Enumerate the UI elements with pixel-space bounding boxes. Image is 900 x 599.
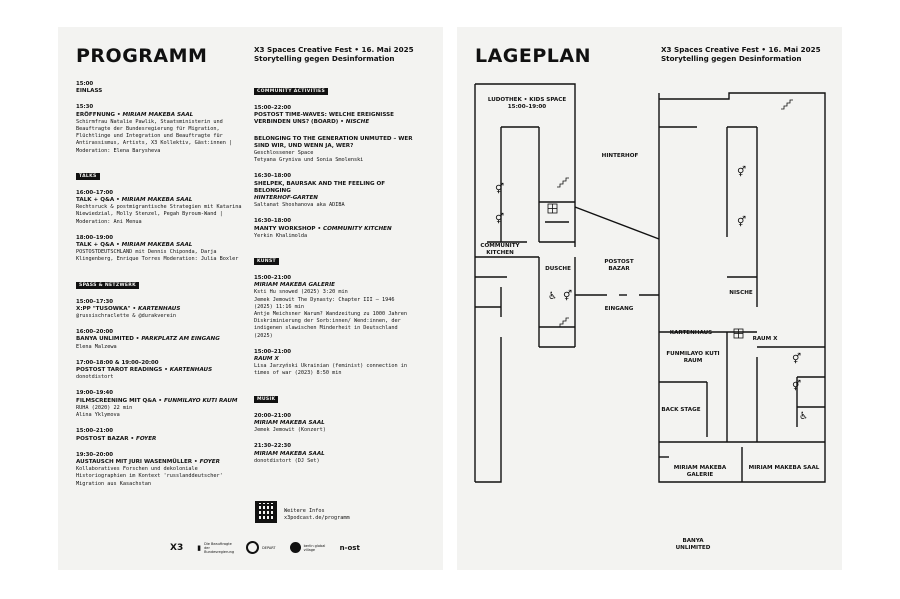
more-info: Weitere Infos x3podcast.de/programm [284, 508, 350, 521]
room-community-kitchen: COMMUNITY KITCHEN [480, 243, 520, 256]
event-item: 15:00–17:30 X:PP "TUSOWKA" • KARTENHAUS @russischraclette & @durakverein [76, 298, 181, 320]
room-backstage: BACK STAGE [661, 407, 701, 413]
event-item: 21:30–22:30 MIRIAM MAKEBA SAAL donotdistort (DJ Set) [254, 443, 325, 464]
event-item: BELONGING TO THE GENERATION UNMUTED – WER SIND WIR, UND WENN JA, WER? Geschlossener Space Tetyana Gryniva und Sonia Smolenski [254, 135, 413, 164]
logo-depart: DEPART [246, 541, 276, 554]
logo-n-ost: n-ost [339, 543, 360, 552]
toilet-icon: ⚥ [563, 291, 573, 302]
event-item: 16:30–18:00 SHELPEK, BAURSAK AND THE FEELING OF BELONGING HINTERHOF-GARTEN Saltanat Shoshanova aka ADIBA [254, 173, 386, 209]
entrance-label: EINGANG [604, 306, 634, 312]
event-item: 15:00–21:00 POSTOST BAZAR • FOYER [76, 428, 157, 442]
fest-line1: X3 Spaces Creative Fest • 16. Mai 2025 [254, 45, 414, 54]
room-banya: BANYA UNLIMITED [675, 538, 711, 551]
event-item: 20:00–21:00 MIRIAM MAKEBA SAAL Jemek Jemowit (Konzert) [254, 412, 326, 434]
room-postost-bazar: POSTOST BAZAR [604, 259, 634, 272]
room-funmilayo: FUNMILAYO KUTI RAUM [666, 351, 720, 364]
event-item: 19:00–19:40 FILMSCREENING MIT Q&A • FUNMILAYO KUTI RAUM RUHA (2020) 22 min Alina Yklymova [76, 390, 238, 419]
toilet-icons [495, 166, 808, 422]
section-tag-musik: MUSIK [254, 396, 278, 403]
lageplan-sheet [457, 27, 842, 570]
event-item: 16:00–17:00 TALK + Q&A • MIRIAM MAKEBA SAAL Rechtsruck & postmigrantische Strategien mit Katarina Niewiedzial, Molly Stenzel, Pegah Byroum-Wand | Moderation: Ani Menua [76, 189, 242, 225]
logo-bundesregierung: ▮ Die Beauftragte der Bundesregierung [197, 541, 235, 554]
eagle-icon: ▮ [197, 543, 202, 552]
toilet-icon: ⚥ [737, 217, 747, 228]
stairs-icon [548, 100, 793, 338]
program-column-2 [254, 79, 416, 474]
program-link[interactable]: x3podcast.de/programm [284, 515, 350, 521]
section-tag-talks: TALKS [76, 173, 100, 180]
event-item: 18:00–19:00 TALK + Q&A • MIRIAM MAKEBA SAAL POSTOSTDEUTSCHLAND mit Dennis Chiponda, Darja Klingenberg, Enrique Torres Moderation: Julia Boxler [76, 234, 239, 263]
room-dusche: DUSCHE [545, 266, 571, 272]
event-item: 15:00–21:00 RAUM X Lisa Jarzyński Ukrainian (feminist) connection in times of war (2023) 8:50 min [254, 348, 408, 377]
lageplan-title: LAGEPLAN [475, 45, 592, 67]
room-saal: MIRIAM MAKEBA SAAL [748, 465, 820, 471]
section-tag-community: COMMUNITY ACTIVITIES [254, 88, 328, 95]
toilet-icon: ⚥ [792, 381, 802, 392]
toilet-icon: ⚥ [495, 184, 505, 195]
accessibility-icon: ♿ [799, 411, 808, 422]
event-item: 16:30–18:00 MANTY WORKSHOP • COMMUNITY KITCHEN Yerkin Khalimolda [254, 218, 392, 239]
accessibility-icon: ♿ [548, 291, 557, 302]
globe-icon [290, 542, 301, 553]
ring-icon [246, 541, 259, 554]
sponsor-logos [170, 541, 360, 554]
event-item: 15:00–22:00 POSTOST TIME-WAVES: WELCHE EREIGNISSE VERBINDEN UNS? (BOARD) • NISCHE [254, 105, 394, 126]
event-item: 17:00–18:00 & 19:00–20:00 POSTOST TAROT READINGS • KARTENHAUS donotdistort [76, 359, 213, 381]
logo-x3: X3 [170, 542, 184, 553]
event-item: 19:30–20:00 AUSTAUSCH MIT JURI WASENMÜLLER • FOYER Kollaboratives Forschen und dekoloniale Historiographien im Kontext 'russlanddeutscher' Migration aus Kasachstan [76, 451, 223, 487]
program-column-1 [76, 81, 244, 497]
logo-berlin-global-village: berlin global village [290, 542, 326, 553]
toilet-icon: ⚥ [737, 167, 747, 178]
fest-header: X3 Spaces Creative Fest • 16. Mai 2025 Storytelling gegen Desinformation [661, 45, 821, 63]
programm-sheet [58, 27, 443, 570]
toilet-icon: ⚥ [792, 354, 802, 365]
fest-header [254, 45, 424, 63]
room-ludothek: LUDOTHEK • KIDS SPACE 15:00–19:00 [487, 97, 567, 110]
fest-line2: Storytelling gegen Desinformation [254, 54, 395, 63]
toilet-icon: ⚥ [495, 214, 505, 225]
event-item: 16:00–20:00 BANYA UNLIMITED • PARKPLATZ AM EINGANG Elena Malzewa [76, 329, 220, 350]
qr-code[interactable] [255, 501, 277, 523]
event-item: 15:00 EINLASS [76, 81, 103, 95]
room-hinterhof: HINTERHOF [601, 153, 639, 159]
section-tag-kunst: KUNST [254, 258, 279, 265]
room-raum-x: RAUM X [752, 336, 778, 342]
event-item: 15:30 ERÖFFNUNG • MIRIAM MAKEBA SAAL Schirmfrau Natalie Pawlik, Staatsministerin und Beauftragte der Bundesregierung für Migration, Flüchtlinge und Integration und Beauftragte für Antirassismus, Artists, X3 Kollektiv, Gäst:innen | Moderation: Elena Barysheva [76, 104, 233, 154]
section-tag-spass: SPASS & NETZWERK [76, 282, 139, 289]
room-galerie: MIRIAM MAKEBA GALERIE [673, 465, 727, 478]
room-kartenhaus: KARTENHAUS [669, 330, 713, 336]
event-item: 15:00–21:00 MIRIAM MAKEBA GALERIE Ksti Hu snowed (2025) 3:20 min Jemek Jemowit The Dynasty: Chapter III – 1946 (2025) 11:16 min Antje Meichsner Warum? Wandzeitung zu 1000 Jahren Diskriminierung der Sorb:innen/ Wend:innen, der indigenen slawischen Minderheit in Deutschland (2025) [254, 275, 408, 339]
programm-title: PROGRAMM [76, 45, 208, 67]
room-nische: NISCHE [729, 290, 753, 296]
